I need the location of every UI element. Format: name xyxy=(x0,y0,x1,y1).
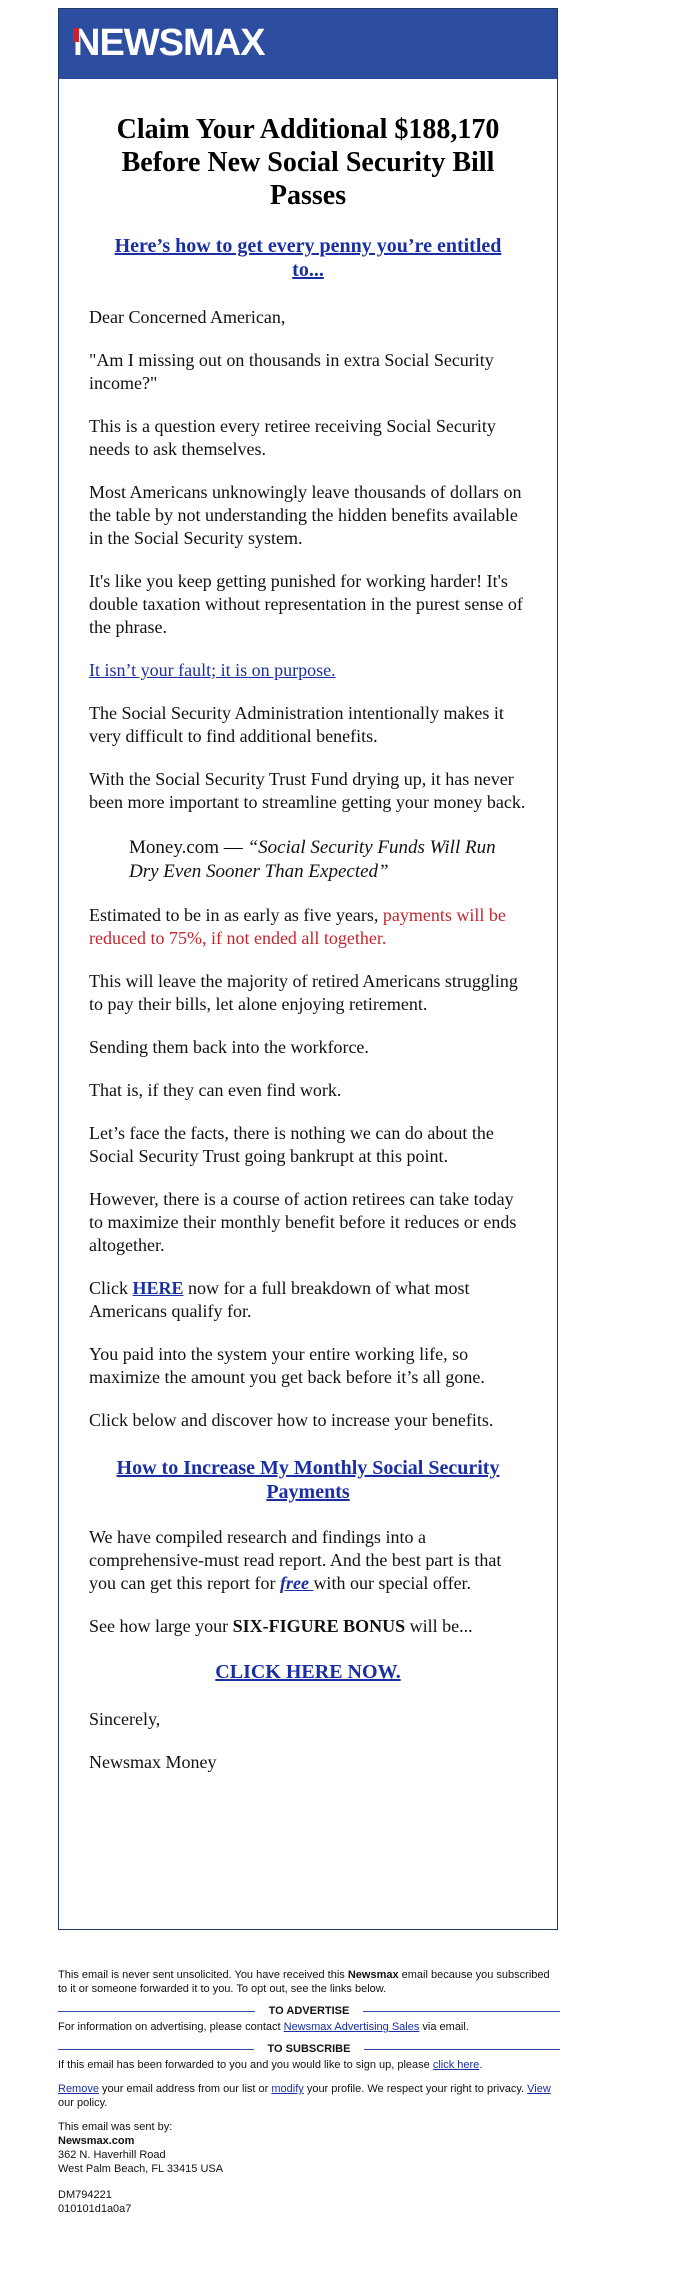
paragraph-6: With the Social Security Trust Fund drying up, it has never been more important to streamline getting your money back. xyxy=(89,769,526,812)
fault-link[interactable]: It isn’t your fault; it is on purpose. xyxy=(89,660,336,680)
notice-text-a: This email is never sent unsolicited. You have received this xyxy=(58,1969,348,1981)
subscribe-link[interactable]: click here xyxy=(432,2059,480,2071)
advertise-text xyxy=(58,2020,560,2034)
advertising-sales-link[interactable]: Newsmax Advertising Sales xyxy=(283,2021,420,2033)
advertise-heading: TO ADVERTISE xyxy=(255,2005,364,2017)
paragraph-3: Most Americans unknowingly leave thousands of dollars on the table by not understanding the hidden benefits available in the Social Security system. xyxy=(89,482,522,548)
paragraph-11: Let’s face the facts, there is nothing we can do about the Social Security Trust going bankrupt at this point. xyxy=(89,1123,494,1166)
advertise-divider xyxy=(58,2004,560,2018)
paragraph-5: The Social Security Administration intentionally makes it very difficult to find additional benefits. xyxy=(89,703,504,746)
masthead xyxy=(59,9,557,79)
remove-text-a: your email address from our list or xyxy=(98,2083,272,2095)
paragraph-13-text-b: now for a full breakdown of what most Americans qualify for. xyxy=(89,1278,470,1321)
free-link[interactable]: free xyxy=(279,1573,314,1593)
subscribe-text-b: . xyxy=(479,2059,483,2071)
sender-address-line-2: West Palm Beach, FL 33415 USA xyxy=(58,2163,224,2175)
paragraph-7-text: Estimated to be in as early as five years, xyxy=(89,905,383,925)
paragraph-17 xyxy=(89,1615,527,1638)
paragraph-16-text-a: We have compiled research and findings into a comprehensive-must read report. And the best part is that you can get this report for xyxy=(89,1527,502,1593)
subtitle xyxy=(99,234,517,282)
sender-info xyxy=(58,2120,560,2176)
paragraph-10: That is, if they can even find work. xyxy=(89,1080,342,1100)
tracking-code-1: DM794221 xyxy=(58,2189,112,2201)
paragraph-1: "Am I missing out on thousands in extra Social Security income?" xyxy=(89,350,494,393)
notice-text-b: email because you subscribed to it or someone forwarded it to you. To opt out, see the links below. xyxy=(58,1969,550,1995)
paragraph-16 xyxy=(89,1526,527,1595)
modify-link[interactable]: modify xyxy=(271,2083,304,2095)
fault-paragraph xyxy=(89,659,527,682)
quote-text: “Social Security Funds Will Run Dry Even Sooner Than Expected” xyxy=(129,837,496,882)
paragraph-12: However, there is a course of action retirees can take today to maximize their monthly benefit before it reduces or ends altogether. xyxy=(89,1189,517,1255)
here-link[interactable]: HERE xyxy=(132,1278,184,1298)
greeting: Dear Concerned American, xyxy=(89,307,286,327)
notice-brand: Newsmax xyxy=(347,1969,399,1981)
paragraph-14: You paid into the system your entire working life, so maximize the amount you get back before it’s all gone. xyxy=(89,1344,485,1387)
remove-link[interactable]: Remove xyxy=(58,2083,99,2095)
remove-text-b: your profile. We respect your right to privacy. xyxy=(303,2083,528,2095)
paragraph-8: This will leave the majority of retired Americans struggling to pay their bills, let alone enjoying retirement. xyxy=(89,971,518,1014)
view-policy-link[interactable]: View xyxy=(527,2083,551,2095)
six-figure-bonus-text: SIX-FIGURE BONUS xyxy=(232,1616,406,1636)
paragraph-13-text-a: Click xyxy=(89,1278,133,1298)
subscribe-text xyxy=(58,2058,560,2072)
paragraph-17-text-b: will be... xyxy=(405,1616,473,1636)
subscribe-divider xyxy=(58,2042,560,2056)
sender-company: Newsmax.com xyxy=(58,2135,135,2147)
quote-source: Money.com — xyxy=(129,837,248,858)
sender-address-line-1: 362 N. Haverhill Road xyxy=(58,2149,166,2161)
tracking-codes xyxy=(58,2188,560,2216)
signature: Newsmax Money xyxy=(89,1752,217,1772)
signoff: Sincerely, xyxy=(89,1709,161,1729)
subscribe-heading: TO SUBSCRIBE xyxy=(254,2043,365,2055)
tracking-code-2: 010101d1a0a7 xyxy=(58,2203,132,2215)
remove-text-c: our policy. xyxy=(58,2097,108,2109)
email-container xyxy=(58,8,558,1930)
remove-text xyxy=(58,2082,560,2110)
subtitle-link[interactable]: Here’s how to get every penny you’re entitled to... xyxy=(114,235,502,281)
paragraph-9: Sending them back into the workforce. xyxy=(89,1037,369,1057)
paragraph-15: Click below and discover how to increase your benefits. xyxy=(89,1410,494,1430)
paragraph-17-text-a: See how large your xyxy=(89,1616,233,1636)
logo-text: NEWSMAX xyxy=(73,22,265,64)
cta-block xyxy=(99,1456,517,1504)
unsolicited-notice xyxy=(58,1968,560,1996)
subscribe-text-a: If this email has been forwarded to you and you would like to sign up, please xyxy=(58,2059,433,2071)
email-footer xyxy=(58,1968,560,2216)
warning-text: payments will be reduced to 75%, if not ended all together. xyxy=(89,905,506,948)
sent-by-label: This email was sent by: xyxy=(58,2121,173,2133)
click-here-now-link[interactable]: CLICK HERE NOW. xyxy=(215,1661,401,1683)
increase-payments-link[interactable]: How to Increase My Monthly Social Security Payments xyxy=(116,1457,500,1503)
headline: Claim Your Additional $188,170 Before New Social Security Bill Passes xyxy=(116,114,500,211)
paragraph-2: This is a question every retiree receiving Social Security needs to ask themselves. xyxy=(89,416,496,459)
click-here-block xyxy=(89,1660,527,1684)
advertise-text-a: For information on advertising, please contact xyxy=(58,2021,284,2033)
paragraph-7 xyxy=(89,904,527,950)
article-body xyxy=(59,113,557,1774)
newsmax-logo[interactable] xyxy=(73,24,264,62)
paragraph-16-text-b: with our special offer. xyxy=(313,1573,472,1593)
quote-block xyxy=(129,836,497,884)
advertise-text-b: via email. xyxy=(419,2021,469,2033)
paragraph-4: It's like you keep getting punished for working harder! It's double taxation without representation in the purest sense of the phrase. xyxy=(89,571,523,637)
paragraph-13 xyxy=(89,1277,527,1323)
